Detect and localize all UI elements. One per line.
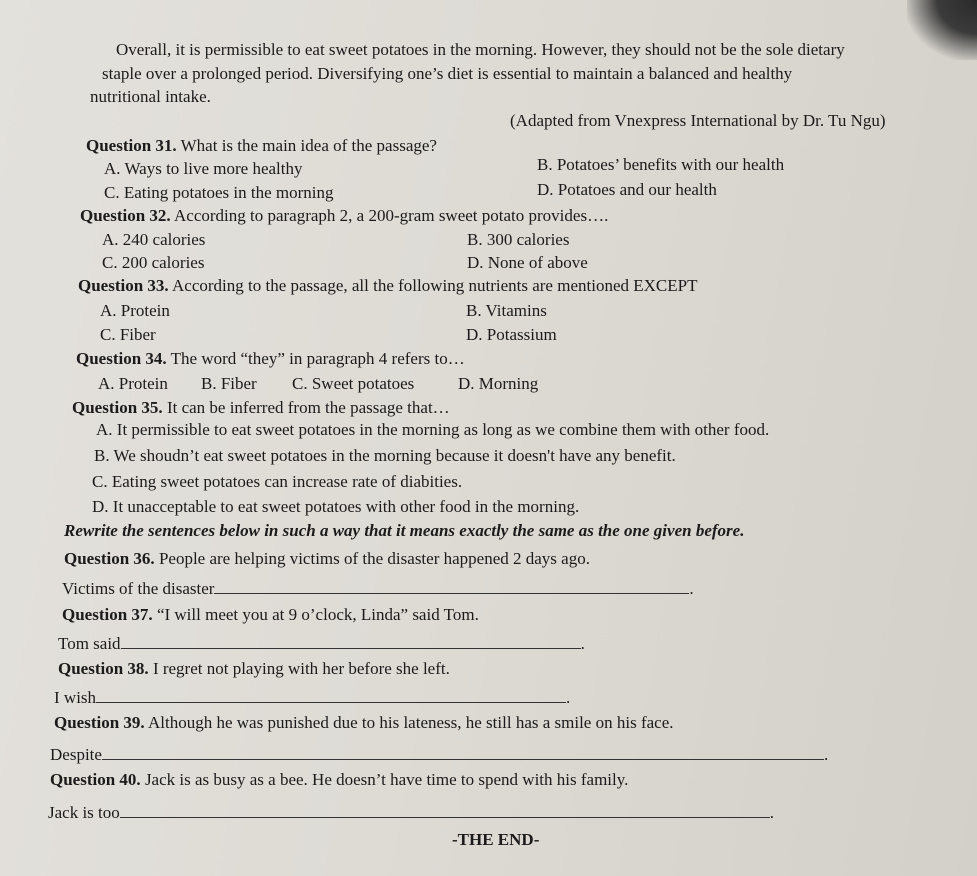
question-31-label: Question 31. — [86, 136, 177, 155]
question-34-label: Question 34. — [76, 349, 167, 368]
the-end: -THE END- — [452, 830, 540, 849]
q34-option-d[interactable]: D. Morning — [458, 374, 539, 393]
q35-option-a[interactable]: A. It permissible to eat sweet potatoes in the morning as long as we combine them with other food. — [96, 420, 770, 439]
answer-36 — [62, 579, 694, 599]
answer-40-start: Jack is too — [48, 803, 120, 822]
question-38-text: I regret not playing with her before she left. — [152, 659, 450, 678]
question-40 — [50, 770, 628, 790]
answer-36-blank[interactable] — [214, 579, 689, 594]
answer-39 — [50, 745, 828, 765]
question-38 — [58, 659, 450, 679]
q32-option-b[interactable]: B. 300 calories — [467, 230, 570, 249]
passage-line-2: staple over a prolonged period. Diversifying one’s diet is essential to maintain a balanced and healthy — [102, 64, 793, 83]
q31-option-b[interactable]: B. Potatoes’ benefits with our health — [537, 155, 785, 174]
q32-option-a[interactable]: A. 240 calories — [102, 230, 206, 249]
q35-option-d[interactable]: D. It unacceptable to eat sweet potatoes with other food in the morning. — [92, 497, 580, 516]
question-31 — [86, 136, 437, 156]
answer-39-end: . — [823, 745, 829, 764]
question-32-label: Question 32. — [80, 206, 171, 225]
q31-option-a[interactable]: A. Ways to live more healthy — [104, 159, 303, 178]
question-35-label: Question 35. — [72, 398, 163, 417]
shadow-corner — [907, 0, 977, 60]
question-36 — [64, 549, 590, 569]
question-35 — [72, 398, 450, 418]
passage-line-3: nutritional intake. — [90, 87, 211, 106]
passage-source: (Adapted from Vnexpress International by Dr. Tu Ngu) — [510, 111, 886, 130]
answer-40 — [48, 803, 774, 823]
answer-38-blank[interactable] — [96, 688, 566, 703]
answer-37 — [58, 634, 585, 654]
answer-37-blank[interactable] — [121, 634, 581, 649]
question-39-label: Question 39. — [54, 713, 145, 732]
answer-40-end: . — [769, 803, 775, 822]
q34-option-a[interactable]: A. Protein — [98, 374, 168, 393]
q32-option-d[interactable]: D. None of above — [467, 253, 588, 272]
question-37 — [62, 605, 479, 625]
answer-36-start: Victims of the disaster — [62, 579, 215, 598]
question-37-label: Question 37. — [62, 605, 153, 624]
answer-38 — [54, 688, 570, 708]
answer-38-start: I wish — [54, 688, 97, 707]
question-36-text: People are helping victims of the disaster happened 2 days ago. — [158, 549, 590, 568]
question-39 — [54, 713, 674, 733]
q33-option-c[interactable]: C. Fiber — [100, 325, 156, 344]
question-32 — [80, 206, 608, 226]
question-40-label: Question 40. — [50, 770, 141, 789]
answer-36-end: . — [689, 579, 694, 598]
question-33-text: According to the passage, all the following nutrients are mentioned EXCEPT — [172, 276, 698, 295]
question-40-text: Jack is as busy as a bee. He doesn’t have time to spend with his family. — [144, 770, 629, 789]
answer-39-start: Despite — [50, 745, 102, 764]
q31-option-c[interactable]: C. Eating potatoes in the morning — [104, 183, 334, 202]
rewrite-instruction: Rewrite the sentences below in such a way that it means exactly the same as the one given before. — [64, 521, 745, 540]
question-31-text: What is the main idea of the passage? — [180, 136, 437, 155]
question-36-label: Question 36. — [64, 549, 155, 568]
question-35-text: It can be inferred from the passage that… — [166, 398, 450, 417]
q34-option-c[interactable]: C. Sweet potatoes — [292, 374, 415, 393]
answer-40-blank[interactable] — [120, 803, 770, 818]
passage-line-1: Overall, it is permissible to eat sweet potatoes in the morning. However, they should not be the sole dietary — [116, 40, 845, 59]
question-33-label: Question 33. — [78, 276, 169, 295]
q34-option-b[interactable]: B. Fiber — [201, 374, 257, 393]
q33-option-a[interactable]: A. Protein — [100, 301, 170, 320]
q32-option-c[interactable]: C. 200 calories — [102, 253, 205, 272]
question-38-label: Question 38. — [58, 659, 149, 678]
q35-option-c[interactable]: C. Eating sweet potatoes can increase rate of diabities. — [92, 472, 463, 491]
q33-option-b[interactable]: B. Vitamins — [466, 301, 547, 320]
answer-37-end: . — [580, 634, 585, 653]
question-34-text: The word “they” in paragraph 4 refers to… — [170, 349, 465, 368]
answer-38-end: . — [566, 688, 571, 707]
question-37-text: “I will meet you at 9 o’clock, Linda” said Tom. — [156, 605, 479, 624]
q31-option-d[interactable]: D. Potatoes and our health — [537, 180, 717, 199]
question-34 — [76, 349, 465, 369]
answer-37-start: Tom said — [58, 634, 121, 653]
question-33 — [78, 276, 697, 296]
answer-39-blank[interactable] — [102, 745, 824, 760]
question-39-text: Although he was punished due to his lateness, he still has a smile on his face. — [148, 713, 674, 732]
question-32-text: According to paragraph 2, a 200-gram sweet potato provides…. — [174, 206, 609, 225]
q33-option-d[interactable]: D. Potassium — [466, 325, 557, 344]
q35-option-b[interactable]: B. We shoudn’t eat sweet potatoes in the morning because it doesn't have any benefit. — [94, 446, 676, 465]
